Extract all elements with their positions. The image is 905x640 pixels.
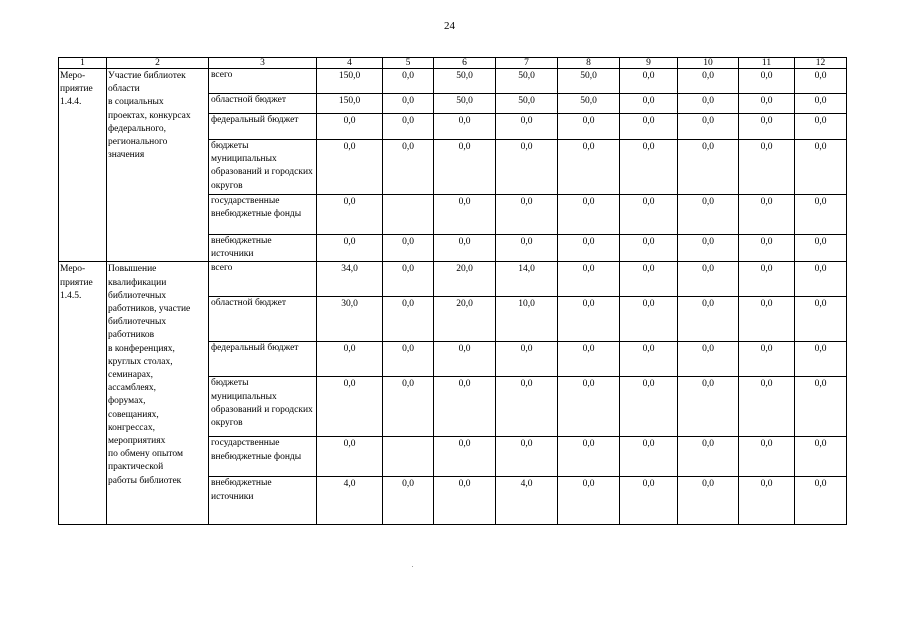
amount-cell: 0,0 xyxy=(317,140,383,195)
column-number: 9 xyxy=(620,58,678,69)
amount-cell: 50,0 xyxy=(558,69,620,94)
amount-cell: 0,0 xyxy=(383,69,434,94)
amount-cell: 0,0 xyxy=(795,262,847,297)
activity-name xyxy=(107,262,209,525)
amount-cell: 0,0 xyxy=(317,195,383,235)
amount-cell: 0,0 xyxy=(739,69,795,94)
amount-cell: 0,0 xyxy=(620,140,678,195)
amount-cell: 0,0 xyxy=(620,262,678,297)
amount-cell: 0,0 xyxy=(558,140,620,195)
funding-source: всего xyxy=(209,262,317,297)
activity-name-line: регионального xyxy=(108,137,168,148)
amount-cell: 0,0 xyxy=(496,437,558,477)
amount-cell: 0,0 xyxy=(558,477,620,525)
budget-table xyxy=(58,57,847,525)
activity-name-line: по обмену опытом xyxy=(108,449,183,460)
activity-name-line: библиотечных xyxy=(108,290,167,301)
amount-cell: 10,0 xyxy=(496,297,558,342)
column-number: 4 xyxy=(317,58,383,69)
activity-name-line: в социальных xyxy=(108,97,164,108)
amount-cell: 0,0 xyxy=(678,235,739,262)
amount-cell: 0,0 xyxy=(383,140,434,195)
funding-source: государственные внебюджетные фонды xyxy=(209,437,317,477)
activity-name xyxy=(107,69,209,262)
amount-cell: 20,0 xyxy=(434,297,496,342)
activity-name-line: работы библиотек xyxy=(108,475,182,486)
amount-cell: 0,0 xyxy=(739,377,795,437)
amount-cell: 0,0 xyxy=(317,377,383,437)
activity-name-line: конгрессах, xyxy=(108,422,155,433)
amount-cell: 0,0 xyxy=(496,140,558,195)
amount-cell: 0,0 xyxy=(795,297,847,342)
amount-cell: 0,0 xyxy=(739,114,795,140)
amount-cell: 0,0 xyxy=(620,94,678,114)
amount-cell: 0,0 xyxy=(678,262,739,297)
funding-source: бюджеты муниципальных образований и городских округов xyxy=(209,377,317,437)
activity-name-line: федерального, xyxy=(108,123,167,134)
activity-code xyxy=(59,262,107,525)
amount-cell: 0,0 xyxy=(739,342,795,377)
amount-cell: 0,0 xyxy=(739,437,795,477)
column-number: 2 xyxy=(107,58,209,69)
activity-code-line: 1.4.5. xyxy=(60,290,82,301)
amount-cell: 0,0 xyxy=(558,297,620,342)
activity-name-line: Повышение xyxy=(108,264,157,275)
page-number: 24 xyxy=(444,20,455,32)
amount-cell: 14,0 xyxy=(496,262,558,297)
column-number: 11 xyxy=(739,58,795,69)
amount-cell: 0,0 xyxy=(558,437,620,477)
amount-cell: 0,0 xyxy=(558,342,620,377)
funding-source: областной бюджет xyxy=(209,297,317,342)
column-number: 5 xyxy=(383,58,434,69)
amount-cell: 0,0 xyxy=(795,114,847,140)
amount-cell xyxy=(383,437,434,477)
amount-cell: 0,0 xyxy=(795,437,847,477)
activity-name-line: работников, участие xyxy=(108,304,191,315)
amount-cell: 0,0 xyxy=(795,140,847,195)
amount-cell: 0,0 xyxy=(620,437,678,477)
funding-source: федеральный бюджет xyxy=(209,342,317,377)
amount-cell: 0,0 xyxy=(620,195,678,235)
activity-code-line: 1.4.4. xyxy=(60,97,82,108)
activity-name-line: семинарах, xyxy=(108,370,154,381)
activity-name-line: Участие библиотек xyxy=(108,71,186,81)
amount-cell: 0,0 xyxy=(558,262,620,297)
activity-code-line: Меро- xyxy=(60,264,86,275)
column-number: 8 xyxy=(558,58,620,69)
column-number: 10 xyxy=(678,58,739,69)
amount-cell: 50,0 xyxy=(496,69,558,94)
amount-cell: 0,0 xyxy=(678,195,739,235)
column-number: 6 xyxy=(434,58,496,69)
amount-cell: 0,0 xyxy=(620,342,678,377)
funding-source: федеральный бюджет xyxy=(209,114,317,140)
amount-cell: 0,0 xyxy=(317,114,383,140)
column-number-row xyxy=(59,58,847,69)
funding-source: всего xyxy=(209,69,317,94)
amount-cell: 0,0 xyxy=(795,94,847,114)
amount-cell: 0,0 xyxy=(383,297,434,342)
amount-cell: 0,0 xyxy=(383,94,434,114)
activity-name-line: совещаниях, xyxy=(108,409,159,420)
amount-cell: 0,0 xyxy=(795,342,847,377)
amount-cell: 0,0 xyxy=(678,377,739,437)
amount-cell: 0,0 xyxy=(496,235,558,262)
amount-cell: 30,0 xyxy=(317,297,383,342)
amount-cell: 0,0 xyxy=(434,437,496,477)
activity-name-line: библиотечных xyxy=(108,317,167,328)
amount-cell: 0,0 xyxy=(434,140,496,195)
amount-cell: 0,0 xyxy=(317,342,383,377)
amount-cell: 0,0 xyxy=(795,477,847,525)
amount-cell: 4,0 xyxy=(496,477,558,525)
amount-cell: 0,0 xyxy=(739,477,795,525)
amount-cell: 0,0 xyxy=(558,114,620,140)
amount-cell: 0,0 xyxy=(383,235,434,262)
amount-cell: 0,0 xyxy=(558,377,620,437)
amount-cell: 0,0 xyxy=(678,342,739,377)
amount-cell: 0,0 xyxy=(434,342,496,377)
amount-cell: 0,0 xyxy=(434,235,496,262)
amount-cell: 0,0 xyxy=(678,69,739,94)
activity-code-line: приятие xyxy=(60,277,93,288)
amount-cell: 50,0 xyxy=(434,94,496,114)
amount-cell: 150,0 xyxy=(317,69,383,94)
amount-cell: 0,0 xyxy=(383,477,434,525)
table-row xyxy=(59,262,847,297)
funding-source: областной бюджет xyxy=(209,94,317,114)
activity-name-line: квалификации xyxy=(108,277,167,288)
amount-cell: 0,0 xyxy=(620,377,678,437)
amount-cell: 0,0 xyxy=(678,297,739,342)
amount-cell xyxy=(383,195,434,235)
activity-name-line: форумах, xyxy=(108,396,146,407)
amount-cell: 0,0 xyxy=(558,235,620,262)
amount-cell: 4,0 xyxy=(317,477,383,525)
amount-cell: 0,0 xyxy=(434,195,496,235)
amount-cell: 0,0 xyxy=(620,297,678,342)
amount-cell: 0,0 xyxy=(678,437,739,477)
amount-cell: 0,0 xyxy=(383,114,434,140)
amount-cell: 0,0 xyxy=(620,69,678,94)
activity-name-line: круглых столах, xyxy=(108,356,173,367)
amount-cell: 0,0 xyxy=(739,297,795,342)
amount-cell: 0,0 xyxy=(383,262,434,297)
activity-name-line: ассамблеях, xyxy=(108,383,157,394)
funding-source: внебюджетные источники xyxy=(209,477,317,525)
amount-cell: 0,0 xyxy=(434,377,496,437)
amount-cell: 50,0 xyxy=(434,69,496,94)
amount-cell: 50,0 xyxy=(558,94,620,114)
amount-cell: 0,0 xyxy=(678,114,739,140)
activity-name-line: в конференциях, xyxy=(108,343,175,354)
amount-cell: 0,0 xyxy=(317,437,383,477)
table-row xyxy=(59,69,847,94)
amount-cell: 0,0 xyxy=(496,114,558,140)
amount-cell: 0,0 xyxy=(678,94,739,114)
amount-cell: 0,0 xyxy=(795,377,847,437)
column-number: 1 xyxy=(59,58,107,69)
amount-cell: 0,0 xyxy=(496,195,558,235)
amount-cell: 0,0 xyxy=(739,94,795,114)
funding-source: бюджеты муниципальных образований и городских округов xyxy=(209,140,317,195)
activity-name-line: значения xyxy=(108,150,145,161)
amount-cell: 0,0 xyxy=(739,140,795,195)
amount-cell: 0,0 xyxy=(620,477,678,525)
amount-cell: 0,0 xyxy=(620,235,678,262)
amount-cell: 0,0 xyxy=(678,140,739,195)
scan-speck xyxy=(412,566,413,567)
funding-source: внебюджетные источники xyxy=(209,235,317,262)
activity-name-line: мероприятиях xyxy=(108,436,166,447)
amount-cell: 20,0 xyxy=(434,262,496,297)
column-number: 7 xyxy=(496,58,558,69)
amount-cell: 0,0 xyxy=(739,195,795,235)
activity-code xyxy=(59,69,107,262)
amount-cell: 0,0 xyxy=(795,235,847,262)
activity-code-line: Меро- xyxy=(60,71,86,81)
amount-cell: 0,0 xyxy=(558,195,620,235)
activity-code-line: приятие xyxy=(60,84,93,95)
activity-name-line: работников xyxy=(108,330,155,341)
amount-cell: 0,0 xyxy=(434,477,496,525)
amount-cell: 50,0 xyxy=(496,94,558,114)
amount-cell: 0,0 xyxy=(496,342,558,377)
amount-cell: 150,0 xyxy=(317,94,383,114)
amount-cell: 0,0 xyxy=(383,342,434,377)
activity-name-line: области xyxy=(108,84,140,95)
amount-cell: 0,0 xyxy=(496,377,558,437)
amount-cell: 0,0 xyxy=(383,377,434,437)
amount-cell: 0,0 xyxy=(739,235,795,262)
amount-cell: 0,0 xyxy=(620,114,678,140)
amount-cell: 0,0 xyxy=(795,69,847,94)
activity-name-line: проектах, конкурсах xyxy=(108,110,191,121)
funding-source: государственные внебюджетные фонды xyxy=(209,195,317,235)
amount-cell: 0,0 xyxy=(434,114,496,140)
column-number: 3 xyxy=(209,58,317,69)
amount-cell: 0,0 xyxy=(678,477,739,525)
amount-cell: 0,0 xyxy=(317,235,383,262)
amount-cell: 0,0 xyxy=(795,195,847,235)
amount-cell: 34,0 xyxy=(317,262,383,297)
column-number: 12 xyxy=(795,58,847,69)
activity-name-line: практической xyxy=(108,462,164,473)
amount-cell: 0,0 xyxy=(739,262,795,297)
